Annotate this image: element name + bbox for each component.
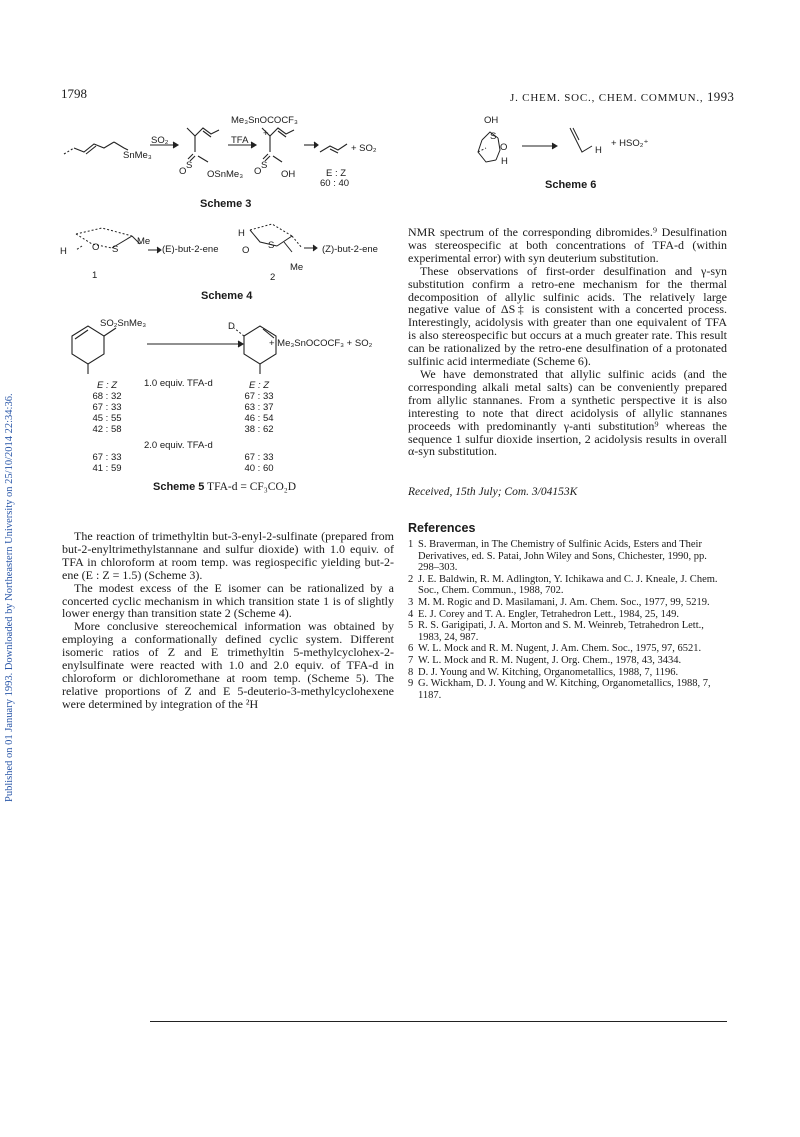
scheme-6-s: S [490,131,497,142]
reference-item: 8 D. J. Young and W. Kitching, Organometallics, 1988, 7, 1196. [408,666,679,678]
scheme-4-caption: Scheme 4 [201,290,253,302]
scheme-3-ez-ratio: 60 : 40 [320,178,350,189]
scheme-4-s-2: S [268,240,275,251]
reference-item: 2 J. E. Baldwin, R. M. Adlington, Y. Ichikawa and C. J. Kneale, J. Chem. Soc., Chem. Commun., 1988, 702. [408,573,718,597]
scheme-5-right-row: 46 : 54 [244,413,274,424]
scheme-5-right-row: 40 : 60 [244,463,274,474]
scheme-5-left-row: 68 : 32 [92,391,122,402]
footer-rule [150,1021,727,1022]
scheme-5-left-row: 45 : 55 [92,413,122,424]
scheme-3-plus: + [263,128,269,139]
paragraph: NMR spectrum of the corresponding dibromides.⁹ Desulfination was stereospecific at both concentrations of TFA-d (within experimental error) with syn deuterium substitution. [408,225,727,265]
download-notice [4,266,18,802]
scheme-4-me-2: Me [290,262,304,273]
scheme-4-label-1: 1 [92,270,98,281]
references-heading: References [408,521,476,535]
scheme-3-ez-label: E : Z [326,168,347,179]
download-notice-text: Published on 01 January 1993. Downloaded by Northeastern University on 25/10/2014 22:34:36. [4,393,15,802]
scheme-4-h-2: H [238,228,245,239]
paragraph: We have demonstrated that allylic sulfinic acids (and the corresponding alkali metal salts) can be conveniently prepared from allylic stannanes. From a synthetic perspective it is also interesting to note that direct acidolysis of allylic stannanes proceeds with predominantly γ-anti substitution⁹ whereas the sequence 1 sulfur dioxide insertion, 2 acidolysis results in overall α-syn substitution. [408,366,727,459]
scheme-6-oh: OH [484,115,499,126]
reference-item: 4 E. J. Corey and T. A. Engler, Tetrahedron Lett., 1984, 25, 149. [408,608,680,620]
scheme-5-left-table [88,380,126,435]
scheme-5-condition-2: 2.0 equiv. TFA-d [144,440,213,451]
page-number: 1798 [61,86,87,101]
scheme-3-oh: OH [281,169,296,180]
scheme-4-h-1: H [60,246,67,257]
scheme-4-label-2: 2 [270,272,276,283]
reference-list [408,539,727,701]
scheme-5-caption [153,481,296,493]
reference-item: 1 S. Braverman, in The Chemistry of Sulfinic Acids, Esters and Their Derivatives, ed. S. Patai, John Wiley and Sons, Chichester, 1990, pp. 298–303. [408,539,707,574]
running-header [510,89,734,105]
scheme-4-o-1: O [92,242,100,253]
scheme-3-s-label-2: S [261,160,268,171]
reference-item: 9 G. Wickham, D. J. Young and W. Kitching, Organometallics, 1988, 7, 1187. [408,678,711,701]
journal-year: 1993 [706,89,735,104]
scheme-6-o: O [500,142,508,153]
paragraph: The modest excess of the E isomer can be rationalized by a concerted cyclic mechanism in which transition state 1 is of slightly lower energy than transition state 2 (Scheme 4). [62,580,394,621]
scheme-5-right-row: 63 : 37 [244,402,274,413]
scheme-3-o-label-2: O [254,166,262,177]
scheme-5-substituent: SO₂SnMe₃ [100,318,147,329]
scheme-3-caption: Scheme 3 [200,198,252,210]
scheme-3-sn-label: SnMe₃ [123,150,152,161]
scheme-3-osnme3: OSnMe₃ [207,169,244,180]
paragraph: These observations of first-order desulfination and γ-syn substitution confirm a retro-ene mechanism for the thermal decomposition of allylic sulfinic acids. The relatively large negative value of ΔS‡ is consistent with a concerted process. Interestingly, acidolysis with greater than one equivalent of TFA is also stereospecific but occurs at a much greater rate. This result can be rationalized by the retro-ene desulfination of a protonated sulfinic acid intermediate (Scheme 6). [408,263,727,369]
scheme-5-right-head: E : Z [248,380,270,391]
reference-item: 3 M. M. Rogic and D. Masilamani, J. Am. Chem. Soc., 1977, 99, 5219. [408,596,710,608]
scheme-4-product-z: (Z)-but-2-ene [322,244,378,255]
scheme-5-left-row: 41 : 59 [92,463,122,474]
scheme-3-o-label: O [179,166,187,177]
scheme-6-products: + HSO₂⁺ [611,138,649,149]
scheme-5-left-head: E : Z [96,380,118,391]
scheme-3-tfa-reagent: TFA [231,135,249,146]
scheme-5-d-label: D [228,321,235,332]
reference-item: 6 W. L. Mock and R. M. Nugent, J. Am. Chem. Soc., 1975, 97, 6521. [408,643,702,655]
scheme-5-caption-label: Scheme 5 [153,481,205,493]
scheme-3-s-label: S [186,160,193,171]
scheme-4-me-1: Me [137,236,151,247]
scheme-4-s-1: S [112,244,119,255]
scheme-5-left-row: 42 : 58 [92,424,122,435]
reference-item: 7 W. L. Mock and R. M. Nugent, J. Org. Chem., 1978, 43, 3434. [408,654,682,666]
scheme-5-products: + Me₃SnOCOCF₃ + SO₂ [269,338,373,349]
scheme-5-right-row: 67 : 33 [244,391,274,402]
scheme-6-h-2: H [595,145,602,156]
scheme-5-right-table [240,380,278,435]
scheme-4-product-e: (E)-but-2-ene [162,244,219,255]
scheme-5-left-row: 67 : 33 [92,452,122,463]
scheme-5-right-row: 38 : 62 [244,424,274,435]
received-line: Received, 15th July; Com. 3/04153K [408,486,578,498]
scheme-5-left-row: 67 : 33 [92,402,122,413]
scheme-6-h: H [501,156,508,167]
scheme-5-caption-text: TFA-d = CF₃CO₂D [204,481,297,493]
right-column-text [408,226,727,458]
scheme-5-condition-1: 1.0 equiv. TFA-d [144,378,213,389]
scheme-5-right-row: 67 : 33 [244,452,274,463]
paragraph: The reaction of trimethyltin but-3-enyl-2-sulfinate (prepared from but-2-enyltrimethylstannane and sulfur dioxide) with 1.0 equiv. of TFA in chloroform at room temp. was regiospecific yielding but-2-ene (E : Z = 1.5) (Scheme 3). [62,529,394,582]
scheme-3-so2-reagent: SO₂ [151,135,169,146]
scheme-4-o-2: O [242,245,250,256]
scheme-3-tin-ester: Me₃SnOCOCF₃ [231,115,298,126]
scheme-3-so2: + SO₂ [351,143,377,154]
left-column-text [62,530,394,711]
scheme-5-left-table-2 [88,452,126,474]
reference-item: 5 R. S. Garigipati, J. A. Morton and S. M. Weinreb, Tetrahedron Lett., 1983, 24, 987. [408,620,704,643]
scheme-5-right-table-2 [240,452,278,474]
paragraph: More conclusive stereochemical information was obtained by employing a conformationally defined cyclic system. Different isomeric ratios of Z and E trimethyltin 5-methylcyclohex-2-enylsulfinate were reacted with 1.0 and 2.0 equiv. of TFA-d in chloroform or dichloromethane at room temp. (Scheme 5). The relative proportions of Z and E 5-deuterio-3-methylcyclohexene were determined by integration of the ²H [62,619,394,711]
scheme-6-caption: Scheme 6 [545,179,597,191]
journal-name: J. CHEM. SOC., CHEM. COMMUN., [510,92,704,104]
